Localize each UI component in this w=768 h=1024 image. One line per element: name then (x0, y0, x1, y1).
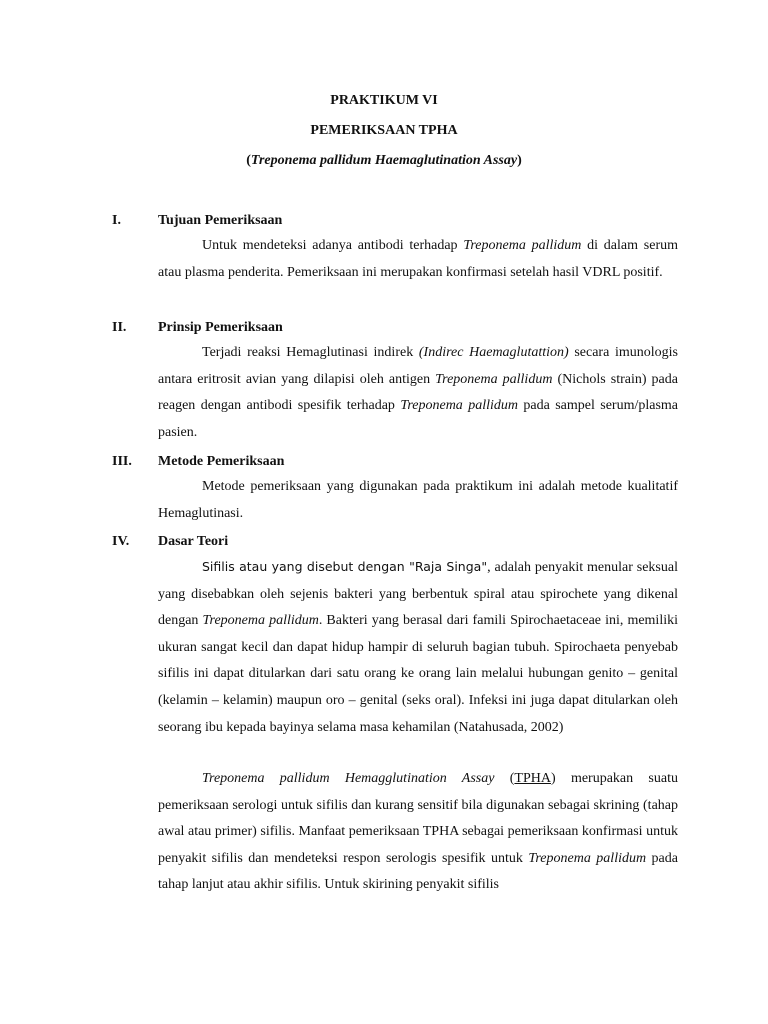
doc-subtitle-latin (0, 151, 768, 171)
section-number-2: II. (112, 320, 127, 335)
text-run: di dalam serum atau plasma penderita. Pemeriksaan ini merupakan konfirmasi setelah hasil VDRL positif. (158, 238, 678, 280)
text-run: Terjadi reaksi Hemaglutinasi indirek (202, 345, 419, 360)
section-heading-3: Metode Pemeriksaan (158, 454, 285, 469)
paren-close: ) (517, 153, 522, 168)
section-heading-4: Dasar Teori (158, 534, 229, 549)
italic-run: (Indirec Haemaglutattion) (418, 345, 569, 360)
paren-open: ( (246, 153, 251, 168)
section-number-3: III. (112, 454, 132, 469)
text-run: . Bakteri yang berasal dari famili Spirochaetaceae ini, memiliki ukuran sangat kecil dan dapat hidup hampir di seluruh bagian tubuh. Spirochaeta penyebab sifilis ini dapat ditularkan dari satu orang ke orang lain melalui hubungan genito – genital (kelamin – kelamin) maupun oro – genital (seks oral). Infeksi ini juga dapat ditularkan oleh seorang ibu kepada bayinya selama masa kehamilan (Natahusada, 2002) (158, 613, 678, 735)
text-run: (Nichols strain) pada reagen dengan antibodi spesifik terhadap (158, 371, 678, 414)
italic-run: Treponema pallidum (528, 850, 647, 866)
section-paragraph-1 (158, 233, 678, 286)
doc-title: PRAKTIKUM VI (330, 93, 438, 108)
text-run: pada tahap lanjut atau akhir sifilis. Untuk skirining penyakit sifilis (158, 850, 678, 893)
section-number-4: IV. (112, 534, 130, 549)
text-run: secara imunologis antara eritrosit avian yang dilapisi oleh antigen (158, 345, 678, 387)
text-run-sans: Sifilis atau yang disebut dengan "Raja Singa" (202, 559, 488, 574)
text-run: , adalah penyakit menular seksual yang disebabkan oleh sejenis bakteri yang berbentuk spiral atau spirochete yang dikenal dengan (158, 560, 678, 629)
text-run: ( (494, 771, 515, 786)
section-paragraph-4b (158, 766, 678, 899)
italic-run: Treponema pallidum (400, 398, 518, 414)
text-run: pada sampel serum/plasma pasien. (158, 398, 679, 440)
section-paragraph-4a (158, 554, 678, 741)
section-heading-2: Prinsip Pemeriksaan (158, 320, 283, 335)
text-run: Untuk mendeteksi adanya antibodi terhadap (202, 238, 464, 253)
latin-title: Treponema pallidum Haemaglutination Assay (250, 153, 518, 168)
italic-run: Treponema pallidum (463, 238, 582, 253)
section-number-1: I. (112, 213, 121, 228)
tpha-abbrev: TPHA (514, 771, 551, 786)
section-paragraph-2 (158, 340, 678, 446)
italic-run: Treponema pallidum (435, 371, 553, 387)
italic-run: Treponema pallidum (202, 613, 319, 629)
text-run: ) merupakan suatu pemeriksaan serologi untuk sifilis dan kurang sensitif bila digunakan sebagai skrining (tahap awal atau primer) sifilis. Manfaat pemeriksaan TPHA sebagai pemeriksaan konfirmasi untuk penyakit sifilis dan mendeteksi respon serologis spesifik untuk (158, 771, 678, 866)
section-heading-1: Tujuan Pemeriksaan (158, 213, 283, 228)
doc-subtitle: PEMERIKSAAN TPHA (310, 123, 458, 138)
section-paragraph-3: Metode pemeriksaan yang digunakan pada praktikum ini adalah metode kualitatif Hemaglutinasi. (158, 479, 678, 521)
italic-run: Treponema pallidum Hemagglutination Assay (202, 771, 495, 786)
